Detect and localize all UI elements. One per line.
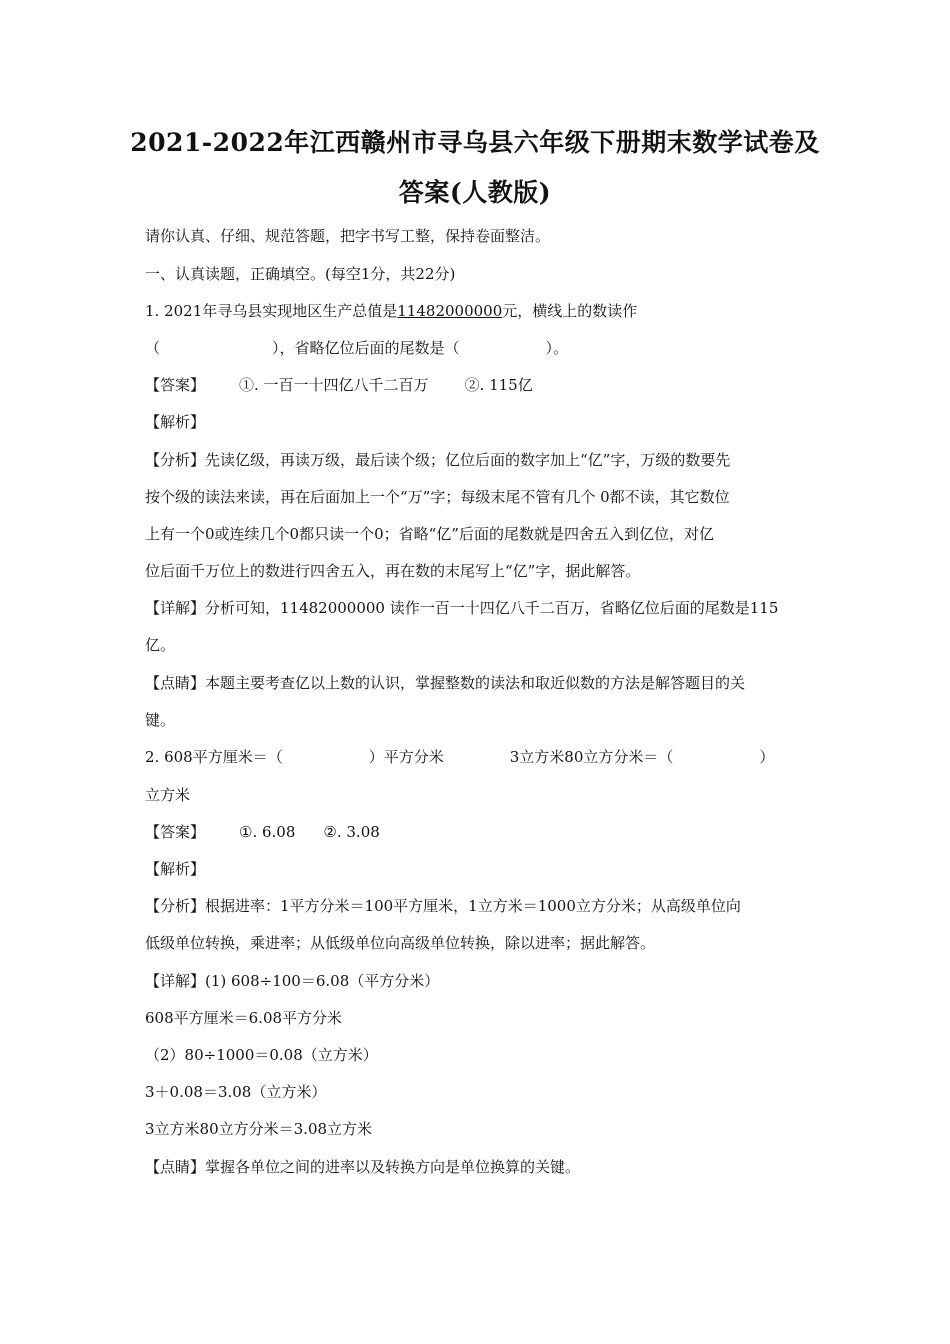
- q2-part2: 3立方米80立方分米＝（: [509, 748, 674, 766]
- q1-blank-open: （: [145, 339, 161, 357]
- q1-analysis-line: 位后面千万位上的数进行四舍五入，再在数的末尾写上“亿”字，据此解答。: [145, 562, 641, 580]
- q2-part2-close: ）: [759, 748, 775, 766]
- q2-analysis-line: 【分析】根据进率：1平方分米＝100平方厘米，1立方米＝1000立方分米；从高级单位向: [145, 897, 741, 915]
- q1-blank-close: ）。: [545, 339, 569, 357]
- q1-analysis-line: 按个级的读法来读，再在后面加上一个“万”字；每级末尾不管有几个 0都不读，其它数位: [145, 488, 730, 506]
- section-heading: 一、认真读题，正确填空。(每空1分，共22分): [145, 265, 456, 283]
- q2-answer: [145, 822, 380, 842]
- q2-answer-label: 【答案】: [145, 823, 206, 841]
- q1-dianjing-line: 键。: [145, 711, 176, 729]
- q2-detail-line: 【详解】(1) 608÷100＝6.08（平方分米）: [145, 972, 440, 990]
- question-2-unit: 立方米: [145, 786, 191, 804]
- q1-answer-2: ②. 115亿: [464, 376, 533, 394]
- question-2: [145, 747, 774, 767]
- question-1: [145, 301, 637, 321]
- q1-detail-line: 亿。: [145, 636, 176, 654]
- q1-answer-label: 【答案】: [145, 376, 206, 394]
- q2-answer-1: ①. 6.08: [239, 823, 296, 841]
- instruction: 请你认真、仔细、规范答题，把字书写工整，保持卷面整洁。: [145, 227, 551, 245]
- q1-number: 11482000000: [397, 302, 503, 320]
- question-1-blanks: [145, 338, 568, 358]
- q2-answer-2: ②. 3.08: [323, 823, 380, 841]
- q2-jiexi: 【解析】: [145, 860, 206, 878]
- q2-part1: 2. 608平方厘米＝（: [145, 748, 283, 766]
- q1-jiexi: 【解析】: [145, 413, 206, 431]
- q1-dianjing-line: 【点睛】本题主要考查亿以上数的认识，掌握整数的读法和取近似数的方法是解答题目的关: [145, 674, 746, 692]
- q1-detail-line: 【详解】分析可知，11482000000 读作一百一十四亿八千二百万，省略亿位后面的尾数是115: [145, 599, 779, 617]
- q1-prefix: 1. 2021年寻乌县实现地区生产总值是: [145, 302, 398, 320]
- q2-part1-close: ）平方分米: [368, 748, 444, 766]
- q1-analysis-line: 【分析】先读亿级，再读万级，最后读个级；亿位后面的数字加上“亿”字，万级的数要先: [145, 451, 731, 469]
- title-line-1: 2021-2022年江西赣州市寻乌县六年级下册期末数学试卷及: [130, 128, 820, 157]
- q2-detail-line: 608平方厘米＝6.08平方分米: [145, 1009, 343, 1027]
- q2-detail-line: （2）80÷1000＝0.08（立方米）: [145, 1046, 378, 1064]
- q1-answer-1: ①. 一百一十四亿八千二百万: [239, 376, 429, 394]
- q1-answer: [145, 375, 533, 395]
- title-line-2: 答案(人教版): [398, 178, 552, 207]
- q2-detail-line: 3＋0.08＝3.08（立方米）: [145, 1083, 327, 1101]
- q2-detail-line: 3立方米80立方分米＝3.08立方米: [145, 1120, 373, 1138]
- q2-analysis-line: 低级单位转换，乘进率；从低级单位向高级单位转换，除以进率；据此解答。: [145, 934, 656, 952]
- q1-blank-mid: ），省略亿位后面的尾数是（: [272, 339, 460, 357]
- q1-suffix: 元，横线上的数读作: [502, 302, 638, 320]
- q1-analysis-line: 上有一个0或连续几个0都只读一个0；省略“亿”后面的尾数就是四舍五入到亿位，对亿: [145, 525, 714, 543]
- q2-dianjing: 【点睛】掌握各单位之间的进率以及转换方向是单位换算的关键。: [145, 1158, 581, 1176]
